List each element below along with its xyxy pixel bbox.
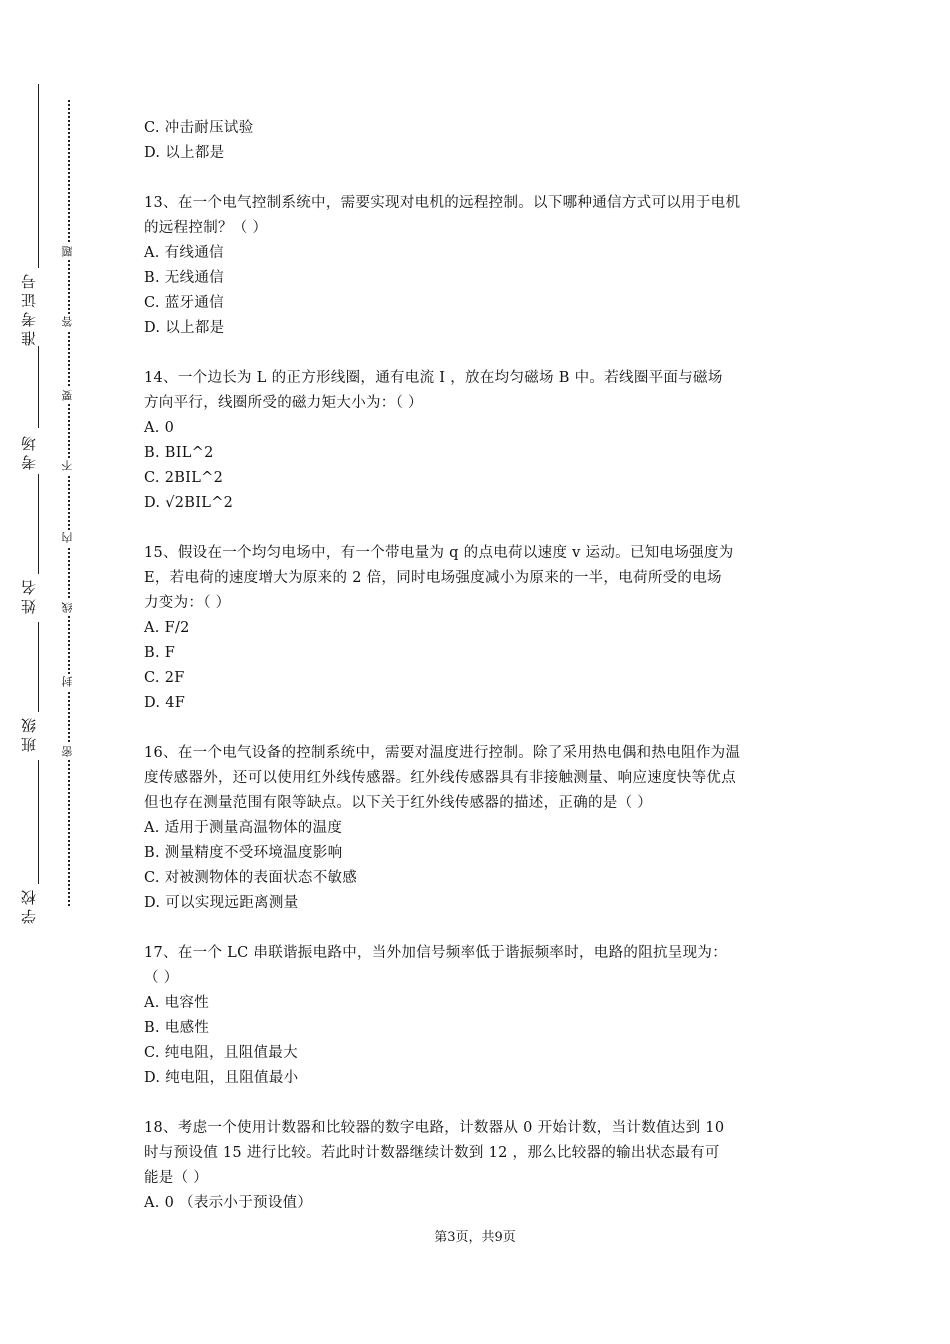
answer-option: A. 适用于测量高温物体的温度 (144, 820, 343, 836)
binding-line (38, 760, 39, 884)
exam-id-label: 准考证号 (20, 270, 38, 346)
seal-char: 题 (60, 244, 76, 260)
answer-option: B. 无线通信 (144, 270, 224, 286)
question-14 (144, 366, 814, 516)
answer-option: A. F/2 (144, 620, 190, 636)
binding-line (38, 84, 39, 268)
question-content (144, 116, 814, 1216)
question-text-line: E，若电荷的速度增大为原来的 2 倍，同时电场强度减小为原来的一半，电荷所受的电场 (144, 570, 722, 586)
page-number: 第3页，共9页 (434, 1230, 516, 1245)
question-text-line: 13、在一个电气控制系统中，需要实现对电机的远程控制。以下哪种通信方式可以用于电机 (144, 195, 741, 211)
answer-option: A. 电容性 (144, 995, 209, 1011)
answer-option: B. 测量精度不受环境温度影响 (144, 845, 343, 861)
answer-option: D. 以上都是 (144, 145, 225, 161)
answer-option: B. 电感性 (144, 1020, 210, 1036)
question-text-line: 14、一个边长为 L 的正方形线圈，通有电流 I ，放在均匀磁场 B 中。若线圈平面与磁场 (144, 370, 723, 386)
answer-option: C. 2F (144, 670, 185, 686)
answer-option: C. 对被测物体的表面状态不敏感 (144, 870, 358, 886)
class-label: 班级 (20, 714, 38, 752)
answer-option: D. 以上都是 (144, 320, 225, 336)
question-13 (144, 191, 814, 341)
answer-option: B. BIL^2 (144, 445, 214, 461)
question-text-line: 18、考虑一个使用计数器和比较器的数字电路，计数器从 0 开始计数，当计数值达到 10 (144, 1120, 725, 1136)
question-15 (144, 541, 814, 716)
binding-line (38, 622, 39, 712)
question-text-line: 16、在一个电气设备的控制系统中，需要对温度进行控制。除了采用热电偶和热电阻作为温 (144, 745, 741, 761)
answer-option: D. 纯电阻，且阻值最小 (144, 1070, 299, 1086)
question-text-line: （ ） (144, 970, 179, 986)
question-16 (144, 741, 814, 916)
exam-room-label: 考场 (20, 432, 38, 470)
answer-option: C. 冲击耐压试验 (144, 120, 254, 136)
seal-char: 要 (60, 388, 76, 404)
answer-option: D. √2BIL^2 (144, 495, 234, 511)
question-text-line: 能是（ ） (144, 1170, 209, 1186)
seal-char: 不 (60, 458, 76, 474)
question-text-line: 15、假设在一个均匀电场中，有一个带电量为 q 的点电荷以速度 v 运动。已知电场强度为 (144, 545, 734, 561)
question-text-line: 时与预设值 15 进行比较。若此时计数器继续计数到 12 ，那么比较器的输出状态最有可 (144, 1145, 720, 1161)
question-text-line: 力变为：（ ） (144, 595, 231, 611)
school-label: 学校 (20, 886, 38, 924)
question-18 (144, 1116, 814, 1216)
answer-option: C. 2BIL^2 (144, 470, 224, 486)
answer-option: B. F (144, 645, 176, 661)
seal-dotted-line (68, 100, 70, 906)
answer-option: D. 可以实现远距离测量 (144, 895, 299, 911)
question-text-line: 方向平行，线圈所受的磁力矩大小为：（ ） (144, 395, 423, 411)
question-text-line: 17、在一个 LC 串联谐振电路中，当外加信号频率低于谐振频率时，电路的阻抗呈现为： (144, 945, 727, 961)
answer-option: C. 蓝牙通信 (144, 295, 224, 311)
student-name-label: 姓名 (20, 576, 38, 614)
question-text-line: 度传感器外，还可以使用红外线传感器。红外线传感器具有非接触测量、响应速度快等优点 (144, 770, 736, 786)
question-17 (144, 941, 814, 1091)
binding-line (38, 346, 39, 428)
question-12-continued (144, 116, 814, 166)
seal-char: 密 (60, 744, 76, 760)
seal-char: 线 (60, 600, 76, 616)
seal-char: 内 (60, 530, 76, 546)
seal-char: 封 (60, 674, 76, 690)
question-text-line: 但也存在测量范围有限等缺点。以下关于红外线传感器的描述，正确的是（ ） (144, 795, 653, 811)
answer-option: C. 纯电阻，且阻值最大 (144, 1045, 298, 1061)
seal-char: 答 (60, 314, 76, 330)
question-text-line: 的远程控制？（ ） (144, 220, 268, 236)
page-footer (0, 1229, 950, 1247)
answer-option: D. 4F (144, 695, 186, 711)
answer-option: A. 0 （表示小于预设值） (144, 1195, 313, 1211)
binding-line (38, 474, 39, 574)
answer-option: A. 0 (144, 420, 175, 436)
answer-option: A. 有线通信 (144, 245, 224, 261)
